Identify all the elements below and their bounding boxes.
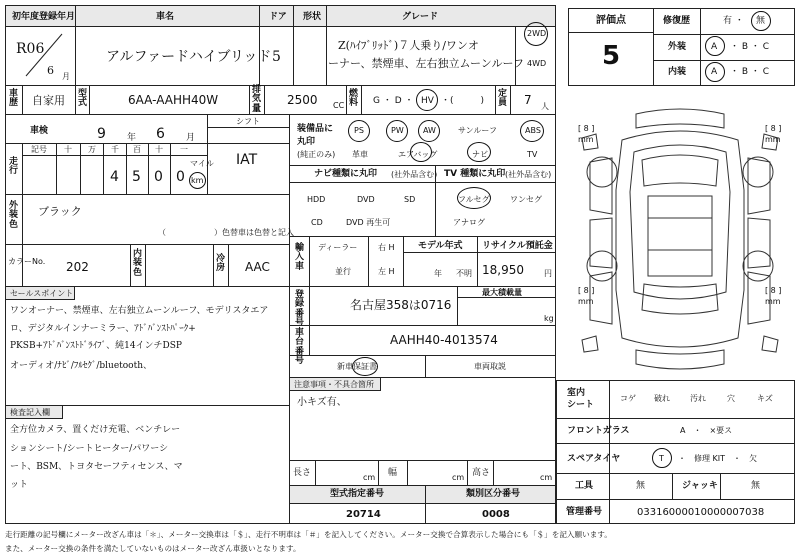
- interior-a: A: [711, 67, 718, 77]
- mileage-unit-6: 一: [180, 145, 188, 154]
- score-label: 評価点: [596, 15, 626, 26]
- type-no-value: 20714: [346, 509, 381, 520]
- seat-opt-0: コゲ: [620, 394, 636, 403]
- sales-line-2: ロ、デジタルインナーミラー、ｱﾄﾞﾊﾞﾝｽﾄﾊﾟｰｸ+: [10, 324, 196, 334]
- grade-line-2: ーナー、禁煙車、左右独立ムーンルーフ: [328, 57, 524, 70]
- inspector-line-2: ションシート/シートヒーター/パワーシ: [10, 444, 169, 454]
- right-handle: 右 H: [378, 243, 395, 252]
- height-label: 高さ: [472, 468, 491, 478]
- diagram-mark-br: [ 8 ]: [765, 286, 782, 295]
- km-label: km: [191, 176, 204, 185]
- mileage-unit-1: 十: [64, 145, 72, 154]
- tools-value: 無: [636, 481, 646, 491]
- mileage-label: 走行: [8, 157, 18, 177]
- equip-tv: TV: [527, 150, 538, 159]
- shift-value: IAT: [236, 152, 258, 168]
- interior-grade-label: 内装: [668, 67, 687, 77]
- fuel-selected: HV: [421, 96, 434, 106]
- mile-label: マイル: [190, 159, 214, 168]
- fuel-options: G ・ D ・: [373, 96, 414, 106]
- sales-line-4: オーディオ/ﾅﾋﾞ/ﾌﾙｾｸﾞ/bluetooth、: [10, 361, 153, 371]
- import-parallel: 並行: [335, 267, 351, 276]
- model-year-unknown: 不明: [456, 269, 472, 278]
- sales-line-1: ワンオーナー、禁煙車、左右独立ムーンルーフ、モデリスタエア: [10, 306, 269, 316]
- diagram-mm-br: mm: [765, 297, 781, 306]
- diagram-mark-tl: [ 8 ]: [578, 124, 595, 133]
- width-cm: cm: [452, 473, 465, 482]
- repair-opts: 有 ・: [723, 16, 744, 26]
- seat-opt-3: 穴: [727, 394, 735, 403]
- footer-line-1: 走行距離の記号欄にメーター改ざん車は「＊」、メーター交換車は「＄」、走行不明車は「＃」を記入してください。メーター交換で合算表示した場合にも「＄」を記入願います。: [5, 530, 612, 539]
- mileage-digit-ones: 0: [176, 169, 185, 185]
- inspector-label: 検査記入欄: [10, 408, 50, 417]
- sales-line-3: PKSB+ｱﾄﾞﾊﾞﾝｽﾄﾄﾞﾗｲﾌﾞ、純14インチDSP: [10, 341, 182, 351]
- class-no-label: 類別区分番号: [466, 489, 521, 499]
- fuel-label: 燃料: [348, 89, 358, 109]
- nav-header-note: (社外品含む): [391, 170, 438, 179]
- glass-label: フロントガラス: [567, 426, 630, 436]
- exterior-bc: ・ B ・ C: [730, 42, 770, 52]
- grade-label: グレード: [402, 12, 439, 22]
- repair-label: 修復歴: [663, 16, 691, 26]
- seat-label: 室内 シート: [567, 388, 595, 410]
- import-label: 輸入車: [294, 243, 304, 272]
- length-label: 長さ: [293, 468, 312, 478]
- recycle-label: リサイクル預託金: [482, 241, 553, 251]
- yen-unit: 円: [544, 269, 552, 278]
- car-name: アルファードハイブリッド: [106, 49, 272, 65]
- kg-unit: kg: [544, 314, 554, 323]
- tools-label: 工具: [575, 481, 594, 491]
- grade-line-1: Z(ﾊｲﾌﾞﾘｯﾄﾞ)７人乗り/ワンオ: [338, 39, 479, 52]
- model-label: 型式: [77, 89, 87, 109]
- mgmt-label: 管理番号: [566, 507, 603, 517]
- reg-label: 登録番号: [294, 290, 304, 329]
- use-label: 車歴: [8, 89, 18, 109]
- equip-ps: PS: [354, 126, 364, 135]
- insp-month: 6: [156, 126, 165, 142]
- shift-label: シフト: [236, 117, 260, 126]
- tv-header-note: (社外品含む): [505, 170, 552, 179]
- exterior-label: 外装: [668, 42, 687, 52]
- mileage-digit-thousands: 4: [110, 169, 119, 185]
- glass-opts: A ・ ×要ス: [680, 426, 733, 435]
- score-value: 5: [602, 41, 621, 71]
- equip-label-2: 丸印: [297, 137, 316, 147]
- notes-value: 小キズ有、: [297, 397, 347, 408]
- fuel-other: ・( ): [441, 96, 485, 106]
- use-value: 自家用: [32, 94, 65, 107]
- door-count: 5: [272, 49, 281, 65]
- exterior-a: A: [711, 42, 718, 52]
- name-label: 車名: [156, 12, 175, 22]
- mileage-unit-4: 百: [133, 145, 141, 154]
- model-year-label: モデル年式: [418, 241, 463, 251]
- mileage-unit-2: 万: [88, 145, 96, 154]
- drive-2wd: 2WD: [527, 29, 547, 38]
- displacement-label: 排気量: [251, 85, 261, 114]
- left-handle: 左 H: [378, 267, 395, 276]
- length-cm: cm: [363, 473, 376, 482]
- chassis-label: 車台番号: [294, 328, 304, 367]
- chassis-value: AAHH40-4013574: [390, 333, 498, 347]
- notes-label: 注意事項・不具合箇所: [294, 380, 374, 389]
- new-car-warranty: 新車保証書: [337, 362, 377, 371]
- seat-opt-2: 汚れ: [690, 394, 706, 403]
- import-dealer: ディーラー: [318, 243, 358, 252]
- car-damage-diagram: [560, 100, 800, 378]
- equip-label-3: (純正のみ): [297, 150, 336, 159]
- mileage-unit-3: 千: [111, 145, 119, 154]
- nav-dvd-play: DVD 再生可: [346, 218, 391, 227]
- month-value: 6: [47, 64, 54, 77]
- nav-dvd: DVD: [357, 195, 375, 204]
- reg-value: 名古屋358は0716: [350, 298, 452, 312]
- nav-sd: SD: [404, 195, 416, 204]
- color-value: ブラック: [38, 205, 82, 218]
- inspector-line-1: 全方位カメラ、置くだけ充電、ベンチレー: [10, 425, 181, 435]
- inspector-line-4: ット: [10, 480, 29, 490]
- max-load-label: 最大積載量: [482, 288, 522, 297]
- footer-line-2: また、メーター交換の条件を満たしていないものはメーター改ざん車扱いとなります。: [5, 544, 301, 553]
- color-label: 外装色: [8, 201, 18, 230]
- tv-header: TV 種類に丸印: [444, 169, 506, 179]
- color-note: （ ）色替車は色替と記入: [158, 228, 294, 237]
- seat-opt-1: 破れ: [654, 394, 670, 403]
- color-no-label: カラーNo.: [8, 257, 46, 266]
- spare-rest: ・ 修理 KIT ・ 欠: [678, 454, 758, 463]
- mgmt-value: 03316000010000007038: [637, 507, 765, 518]
- spare-selected: T: [659, 454, 664, 463]
- insp-year-unit: 年: [127, 133, 137, 143]
- color-no-value: 202: [66, 260, 89, 274]
- nav-cd: CD: [311, 218, 323, 227]
- door-label: ドア: [269, 12, 287, 22]
- ac-value: AAC: [245, 260, 270, 274]
- jack-value: 無: [751, 481, 761, 491]
- type-no-label: 型式指定番号: [330, 489, 385, 499]
- equip-aw: AW: [423, 126, 436, 135]
- tv-oneseg: ワンセグ: [510, 195, 542, 204]
- equip-leather: 革車: [352, 150, 368, 159]
- cc-unit: CC: [333, 101, 345, 110]
- equip-abs: ABS: [525, 126, 541, 135]
- width-label: 幅: [388, 468, 398, 478]
- equip-airbag: エアバッグ: [398, 150, 438, 159]
- tv-fullseg: フルセグ: [458, 195, 490, 204]
- displacement-value: 2500: [287, 93, 318, 107]
- interior-bc: ・ B ・ C: [730, 67, 770, 77]
- height-cm: cm: [540, 473, 553, 482]
- diagram-mark-tr: [ 8 ]: [765, 124, 782, 133]
- sales-label: セールスポイント: [10, 289, 74, 298]
- model-year-year: 年: [434, 269, 442, 278]
- insp-year: 9: [97, 126, 106, 142]
- diagram-mark-bl: [ 8 ]: [578, 286, 595, 295]
- drive-4wd: 4WD: [527, 59, 547, 68]
- mileage-digit-tens: 0: [154, 169, 163, 185]
- mileage-unit-0: 記号: [31, 145, 47, 154]
- spare-label: スペアタイヤ: [567, 454, 621, 464]
- airbag-circle: [410, 142, 432, 162]
- person-unit: 人: [541, 102, 549, 111]
- capacity-value: 7: [524, 93, 532, 107]
- mileage-unit-5: 十: [155, 145, 163, 154]
- mileage-digit-hundreds: 5: [132, 169, 141, 185]
- inspection-label: 車検: [30, 126, 49, 136]
- recycle-value: 18,950: [482, 263, 524, 277]
- diagram-mm-bl: mm: [578, 297, 594, 306]
- equip-sunroof: サンルーフ: [458, 126, 497, 135]
- repair-selected: 無: [756, 16, 766, 26]
- diagram-mm-tl: mm: [578, 135, 594, 144]
- year-label: 初年度登録年月: [12, 12, 76, 22]
- jack-label: ジャッキ: [682, 481, 718, 491]
- vehicle-manual: 車両取説: [474, 362, 506, 371]
- interior-color-label: 内装色: [132, 249, 142, 278]
- tv-analog: アナログ: [453, 218, 485, 227]
- seat-opt-4: キズ: [757, 394, 773, 403]
- year-value: R06: [16, 41, 45, 57]
- model-value: 6AA-AAHH40W: [128, 93, 219, 107]
- nav-hdd: HDD: [307, 195, 326, 204]
- nav-header: ナビ種類に丸印: [314, 169, 378, 179]
- insp-month-unit: 月: [186, 133, 196, 143]
- equip-pw: PW: [391, 126, 404, 135]
- capacity-label: 定員: [497, 89, 507, 109]
- equip-navi: ナビ: [472, 150, 488, 159]
- class-no-value: 0008: [482, 509, 510, 520]
- ac-label: 冷房: [215, 254, 225, 274]
- shape-label: 形状: [303, 12, 322, 22]
- equip-label-1: 装備品に: [297, 124, 334, 134]
- diagram-mm-tr: mm: [765, 135, 781, 144]
- month-mark: 月: [62, 72, 70, 81]
- inspector-line-3: ート、BSM、トヨタセーフティセンス、マ: [10, 462, 183, 472]
